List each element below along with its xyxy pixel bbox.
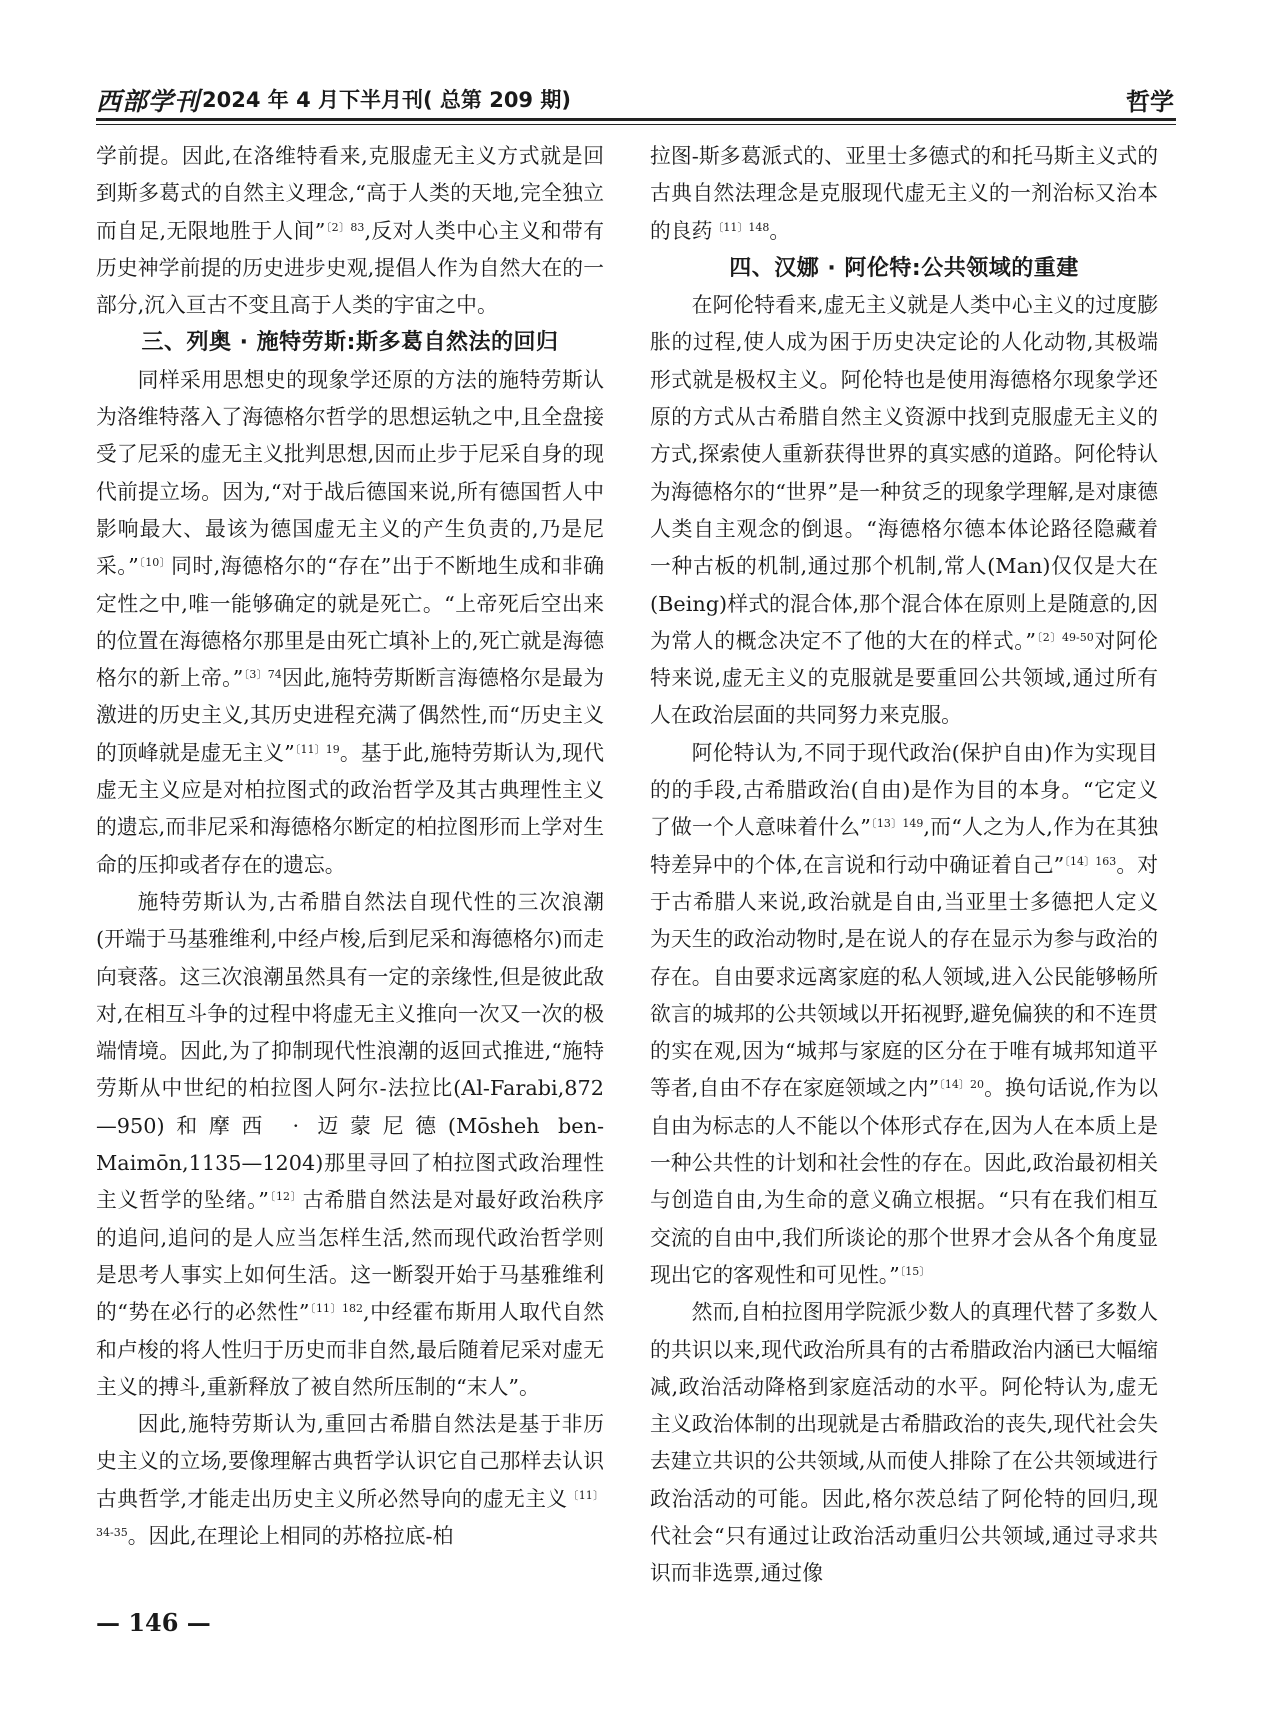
text: 同时,海德格尔的“存在”出于不断地生成和非确定性之中,唯一能够确定的就是死亡。“上帝死后空出来的位置在海德格尔那里是由死亡填补上的,死亡就是海德格尔的新上帝。” xyxy=(96,554,604,691)
text: 。对于古希腊人来说,政治就是自由,当亚里士多德把人定义为天生的政治动物时,是在说人的存在显示为参与政治的存在。自由要求远离家庭的私人领域,进入公民能够畅所欲言的城邦的公共领域以开拓视野,避免偏狭的和不连贯的实在观,因为“城邦与家庭的区分在于唯有城邦知道平等者,自由不存在家庭领域之内” xyxy=(650,852,1159,1101)
left-column xyxy=(96,138,604,1555)
text: 同样采用思想史的现象学还原的方法的施特劳斯认为洛维特落入了海德格尔哲学的思想运轨之中,且全盘接受了尼采的虚无主义批判思想,因而止步于尼采自身的现代前提立场。因为,“对于战后德国来说,所有德国哲人中影响最大、最该为德国虚无主义的产生负责的,乃是尼采。” xyxy=(96,367,604,579)
citation: 〔14〕163 xyxy=(1064,854,1117,868)
text: 。基于此,施特劳斯认为,现代虚无主义应是对柏拉图式的政治哲学及其古典理性主义的遗忘,而非尼采和海德格尔断定的柏拉图形而上学对生命的压抑或者存在的遗忘。 xyxy=(96,740,605,877)
text: 。 xyxy=(769,218,791,243)
page-number: — 146 — xyxy=(96,1608,211,1637)
citation: 〔10〕 xyxy=(138,556,172,570)
paragraph xyxy=(96,884,604,1406)
text: ,中经霍布斯用人取代自然和卢梭的将人性归于历史而非自然,最后随着尼采对虚无主义的搏斗,重新释放了被自然所压制的“末人”。 xyxy=(96,1300,604,1399)
paragraph xyxy=(650,735,1158,1294)
section-heading: 四、汉娜 · 阿伦特:公共领域的重建 xyxy=(729,255,1079,281)
citation: 〔14〕20 xyxy=(939,1078,985,1092)
citation: 〔2〕49-50 xyxy=(1035,630,1094,644)
text: 学前提。因此,在洛维特看来,克服虚无主义方式就是回到斯多葛式的自然主义理念,“高于人类的天地,完全独立而自足,无限地胜于人间” xyxy=(96,144,604,243)
text: 。换句话说,作为以自由为标志的人不能以个体形式存在,因为人在本质上是一种公共性的计划和社会性的存在。因此,政治最初相关与创造自由,为生命的意义确立根据。“只有在我们相互交流的自由中,我们所谈论的那个世界才会从各个角度显现出它的客观性和可见性。” xyxy=(650,1076,1158,1287)
text: 在阿伦特看来,虚无主义就是人类中心主义的过度膨胀的过程,使人成为困于历史决定论的人化动物,其极端形式就是极权主义。阿伦特也是使用海德格尔现象学还原的方式从古希腊自然主义资源中找到克服虚无主义的方式,探索使人重新获得世界的真实感的道路。阿伦特认为海德格尔的“世界”是一种贫乏的现象学理解,是对康德人类自主观念的倒退。“海德格尔德本体论路径隐藏着一种古板的机制,通过那个机制,常人(Man)仅仅是大在(Being)样式的混合体,那个混合体在原则上是随意的,因为常人的概念决定不了他的大在的样式。” xyxy=(650,293,1158,653)
citation: 〔2〕83 xyxy=(325,220,365,234)
section-tag: 哲学 xyxy=(1126,88,1174,116)
header-rule xyxy=(96,118,1176,121)
text: 对阿伦特来说,虚无主义的克服就是要重回公共领域,通过所有人在政治层面的共同努力来克服。 xyxy=(650,628,1159,728)
paragraph xyxy=(96,138,604,324)
citation: 〔11〕148 xyxy=(712,220,770,234)
text: 古希腊自然法是对最好政治秩序的追问,追问的是人应当怎样生活,然而现代政治哲学则是思考人事实上如何生活。这一断裂开始于马基雅维利的“势在必行的必然性” xyxy=(96,1188,604,1325)
journal-logo: 西部学刊 xyxy=(96,87,201,116)
paragraph xyxy=(650,138,1158,250)
citation: 〔12〕 xyxy=(268,1190,303,1204)
text: 。因此,在理论上相同的苏格拉底-柏 xyxy=(127,1523,454,1548)
section-heading: 三、列奥 · 施特劳斯:斯多葛自然法的回归 xyxy=(141,330,559,356)
text: ,而“人之为人,作为在其独特差异中的个体,在言说和行动中确证着自己” xyxy=(650,815,1158,877)
paragraph xyxy=(650,287,1158,735)
citation: 〔11〕19 xyxy=(294,742,340,756)
issue-info: 2024 年 4 月下半月刊( 总第 209 期) xyxy=(202,88,571,112)
paragraph xyxy=(96,1406,604,1555)
text: 因此,施特劳斯认为,重回古希腊自然法是基于非历史主义的立场,要像理解古典哲学认识它自己那样去认识古典哲学,才能走出历史主义所必然导向的虚无主义 xyxy=(96,1412,604,1511)
citation: 〔11〕182 xyxy=(309,1302,364,1316)
text: 拉图-斯多葛派式的、亚里士多德式的和托马斯主义式的古典自然法理念是克服现代虚无主义的一剂治标又治本的良药 xyxy=(650,144,1158,243)
citation: 〔15〕 xyxy=(899,1264,931,1278)
text: 然而,自柏拉图用学院派少数人的真理代替了多数人的共识以来,现代政治所具有的古希腊政治内涵已大幅缩减,政治活动降格到家庭活动的水平。阿伦特认为,虚无主义政治体制的出现就是古希腊政治的丧失,现代社会失去建立共识的公共领域,从而使人排除了在公共领域进行政治活动的可能。因此,格尔茨总结了阿伦特的回归,现代社会“只有通过让政治活动重归公共领域,通过寻求共识而非选票,通过像 xyxy=(650,1300,1158,1586)
text: 阿伦特认为,不同于现代政治(保护自由)作为实现目的的手段,古希腊政治(自由)是作为目的本身。“它定义了做一个人意味着什么” xyxy=(650,740,1158,840)
right-column xyxy=(650,138,1158,1593)
citation: 〔11〕34-35 xyxy=(96,1488,605,1539)
paragraph xyxy=(96,362,604,884)
header-rule-thin xyxy=(96,124,1176,125)
text: 因此,施特劳斯断言海德格尔是最为激进的历史主义,其历史进程充满了偶然性,而“历史主义的顶峰就是虚无主义” xyxy=(96,666,605,765)
running-header xyxy=(96,82,1174,116)
text: ,反对人类中心主义和带有历史神学前提的历史进步史观,提倡人作为自然大在的一部分,沉入亘古不变且高于人类的宇宙之中。 xyxy=(96,218,604,318)
citation: 〔13〕149 xyxy=(870,817,924,831)
text: 施特劳斯认为,古希腊自然法自现代性的三次浪潮(开端于马基雅维利,中经卢梭,后到尼采和海德格尔)而走向衰落。这三次浪潮虽然具有一定的亲缘性,但是彼此敌对,在相互斗争的过程中将虚无主义推向一次又一次的极端情境。因此,为了抑制现代性浪潮的返回式推进,“施特劳斯从中世纪的柏拉图人阿尔-法拉比(Al-Farabi,872—950)和摩西 · 迈蒙尼德(Mōsheh ben-Maimōn,1135—1204)那里寻回了柏拉图式政治理性主义哲学的坠绪。” xyxy=(96,889,604,1213)
citation: 〔3〕74 xyxy=(243,668,282,682)
paragraph xyxy=(650,1294,1158,1592)
